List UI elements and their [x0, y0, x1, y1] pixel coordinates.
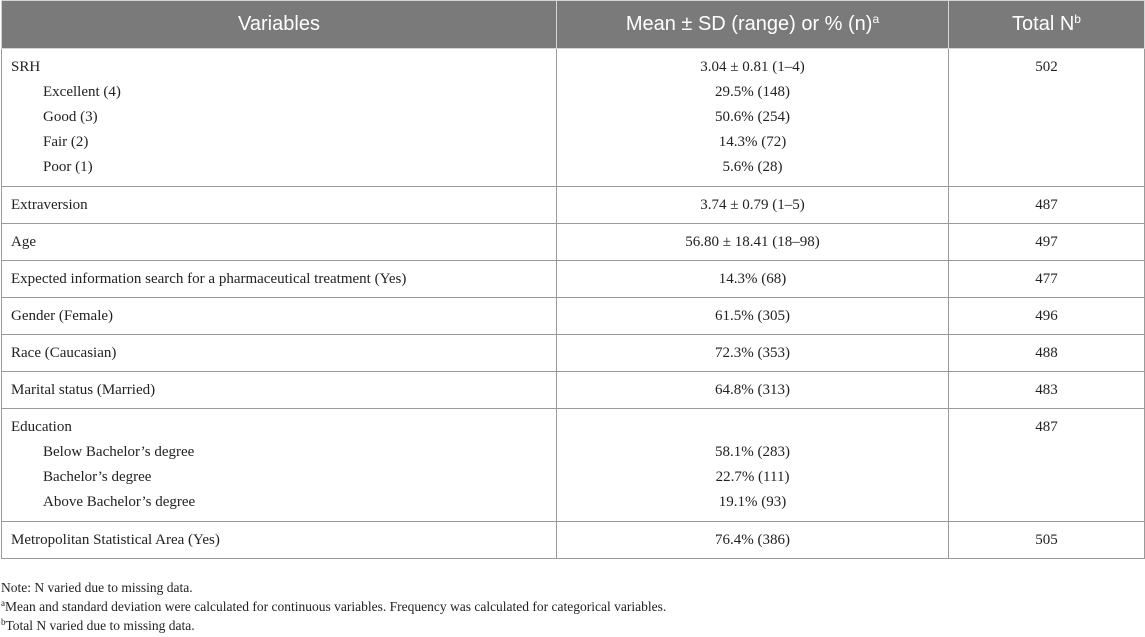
row-total-n: 502: [1035, 59, 1058, 75]
header-row: [2, 1, 1145, 49]
cell-value: 3.74 ± 0.79 (1–5): [557, 187, 949, 224]
header-variables: [2, 1, 557, 49]
sub-row-value: 5.6% (28): [722, 159, 783, 175]
header-total-n-sup: b: [1074, 12, 1081, 26]
table-header: [2, 1, 1145, 49]
header-mean-sd-sup: a: [872, 12, 880, 26]
cell-variable: Age: [2, 224, 557, 261]
sub-row-value: 22.7% (111): [715, 469, 790, 485]
cell-variable: Gender (Female): [2, 298, 557, 335]
sub-row-label: Excellent (4): [43, 84, 121, 100]
footnote-a-text: Mean and standard deviation were calculated for continuous variables. Frequency was calculated for categorical variables.: [5, 599, 667, 614]
sub-row-value: 58.1% (283): [715, 444, 790, 460]
table-row: [2, 224, 1145, 261]
table-row: [2, 187, 1145, 224]
footnote-a-marker: a: [1, 598, 5, 608]
cell-total-n: [949, 409, 1145, 522]
sub-row-label: Below Bachelor’s degree: [43, 444, 195, 460]
sub-row-label: Bachelor’s degree: [43, 469, 152, 485]
cell-value: 64.8% (313): [557, 372, 949, 409]
row-label: SRH: [11, 59, 41, 75]
cell-total-n: 487: [949, 187, 1145, 224]
sub-row-label: Fair (2): [43, 134, 89, 150]
descriptive-statistics-table: [1, 0, 1145, 559]
row-value: 3.04 ± 0.81 (1–4): [700, 59, 805, 75]
cell-variable: Extraversion: [2, 187, 557, 224]
table-row: [2, 335, 1145, 372]
cell-variable: [2, 409, 557, 522]
footnote-b-marker: b: [1, 617, 6, 627]
table-row: [2, 298, 1145, 335]
cell-variable: Metropolitan Statistical Area (Yes): [2, 522, 557, 559]
table-footnotes: [1, 578, 1144, 635]
sub-row-value: 14.3% (72): [718, 134, 787, 150]
footnote-a: [1, 597, 1144, 616]
cell-value: 61.5% (305): [557, 298, 949, 335]
table-row: [2, 522, 1145, 559]
row-total-n: 487: [1035, 419, 1058, 435]
footnote-b-text: Total N varied due to missing data.: [5, 618, 195, 633]
cell-variable: Marital status (Married): [2, 372, 557, 409]
header-variables-label: Variables: [238, 13, 320, 35]
sub-row-value: 50.6% (254): [715, 109, 790, 125]
cell-value: 72.3% (353): [557, 335, 949, 372]
cell-total-n: 496: [949, 298, 1145, 335]
cell-total-n: [949, 49, 1145, 187]
cell-total-n: 497: [949, 224, 1145, 261]
sub-row-label: Poor (1): [43, 159, 93, 175]
sub-row-label: Above Bachelor’s degree: [43, 494, 196, 510]
cell-value: 76.4% (386): [557, 522, 949, 559]
sub-row-label: Good (3): [43, 109, 98, 125]
sub-row-value: 29.5% (148): [715, 84, 790, 100]
cell-total-n: 477: [949, 261, 1145, 298]
header-total-n-label: Total N: [1012, 13, 1075, 35]
cell-variable: Race (Caucasian): [2, 335, 557, 372]
cell-value: 14.3% (68): [557, 261, 949, 298]
row-value: [557, 415, 948, 440]
table-row: [2, 372, 1145, 409]
row-label: Education: [11, 419, 72, 435]
cell-variable: Expected information search for a pharmaceutical treatment (Yes): [2, 261, 557, 298]
footnote-missing-data: Note: N varied due to missing data.: [1, 580, 193, 595]
table-body: [2, 49, 1145, 559]
cell-total-n: 483: [949, 372, 1145, 409]
cell-total-n: 488: [949, 335, 1145, 372]
cell-value: 56.80 ± 18.41 (18–98): [557, 224, 949, 261]
cell-value: [557, 409, 949, 522]
header-mean-sd: [557, 1, 949, 49]
table-row: [2, 261, 1145, 298]
header-total-n: [949, 1, 1145, 49]
footnote-b: [1, 616, 1144, 635]
cell-value: [557, 49, 949, 187]
cell-total-n: 505: [949, 522, 1145, 559]
header-mean-sd-label: Mean ± SD (range) or % (n): [625, 13, 873, 35]
table-row-srh: [2, 49, 1145, 187]
table-row-education: [2, 409, 1145, 522]
cell-variable: [2, 49, 557, 187]
sub-row-value: 19.1% (93): [718, 494, 787, 510]
